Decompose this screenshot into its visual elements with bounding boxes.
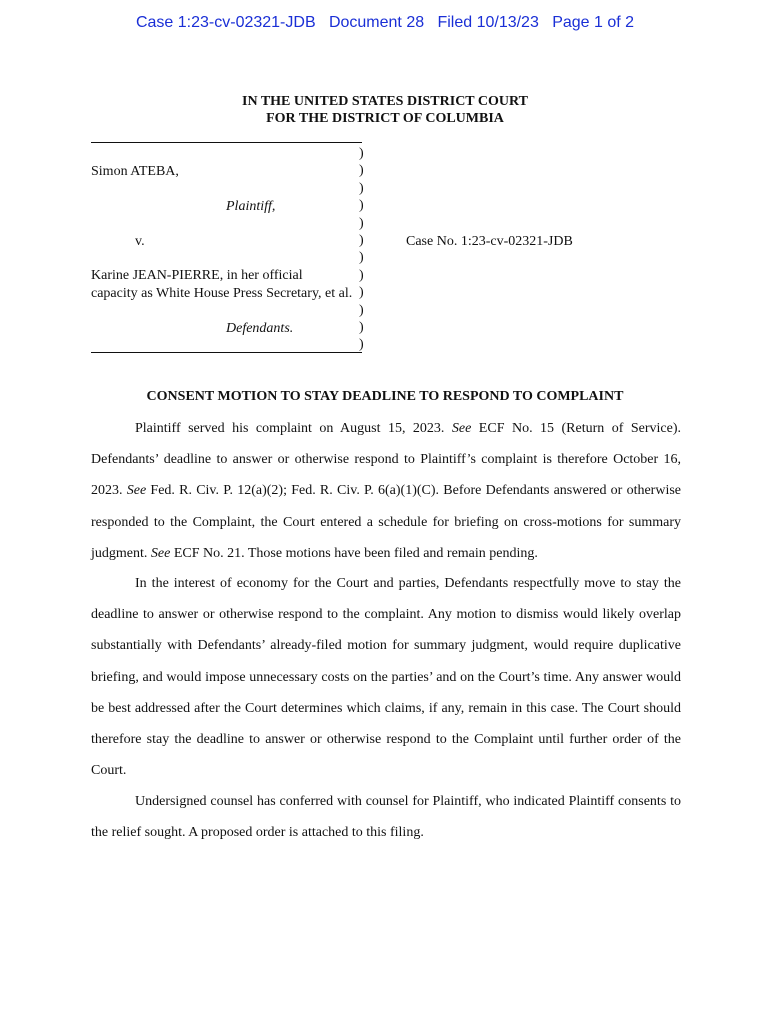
case-number: Case No. 1:23-cv-02321-JDB bbox=[406, 234, 573, 249]
paragraph-3: Undersigned counsel has conferred with counsel for Plaintiff, who indicated Plaintiff consents to the relief sought. A proposed order is attached to this filing. bbox=[91, 794, 681, 841]
caption-top-rule bbox=[91, 142, 362, 143]
motion-title: CONSENT MOTION TO STAY DEADLINE TO RESPOND TO COMPLAINT bbox=[146, 389, 624, 404]
defendant-line1: Karine JEAN-PIERRE, in her official bbox=[91, 268, 303, 283]
paragraph-1: Plaintiff served his complaint on August 15, 2023. See ECF No. 15 (Return of Service). Defendants’ deadline to answer or otherwise respond to Plaintiff’s complaint is therefore October 16, 2023. See Fed. R. Civ. P. 12(a)(2); Fed. R. Civ. P. 6(a)(1)(C). Before Defendants answered or otherwise responded to the Complaint, the Court entered a schedule for briefing on cross-motions for summary judgment. See ECF No. 21. Those motions have been filed and remain pending. bbox=[91, 421, 681, 561]
court-heading-line1: IN THE UNITED STATES DISTRICT COURT bbox=[242, 94, 528, 109]
court-heading bbox=[0, 93, 770, 127]
ecf-header-stamp: Case 1:23-cv-02321-JDB Document 28 Filed 10/13/23 Page 1 of 2 bbox=[135, 14, 635, 31]
caption-paren-column: ) ) ) ) ) ) ) ) ) ) ) ) bbox=[359, 146, 364, 353]
court-heading-line2: FOR THE DISTRICT OF COLUMBIA bbox=[266, 111, 504, 126]
defendant-role: Defendants. bbox=[226, 321, 294, 336]
plaintiff-name: Simon ATEBA, bbox=[91, 164, 179, 179]
plaintiff-role: Plaintiff, bbox=[226, 199, 276, 214]
defendant-line2: capacity as White House Press Secretary, et al. bbox=[91, 286, 353, 301]
paragraph-2: In the interest of economy for the Court and parties, Defendants respectfully move to stay the deadline to answer or otherwise respond to the complaint. Any motion to dismiss would likely overlap substantially with Defendants’ already-filed motion for summary judgment, would require duplicative briefing, and would impose unnecessary costs on the parties’ and on the Court’s time. Any answer would be best addressed after the Court determines which claims, if any, remain in this case. The Court should therefore stay the deadline to answer or otherwise respond to the Complaint until further order of the Court. bbox=[91, 576, 681, 779]
caption-bottom-rule bbox=[91, 352, 362, 353]
versus: v. bbox=[135, 234, 145, 249]
